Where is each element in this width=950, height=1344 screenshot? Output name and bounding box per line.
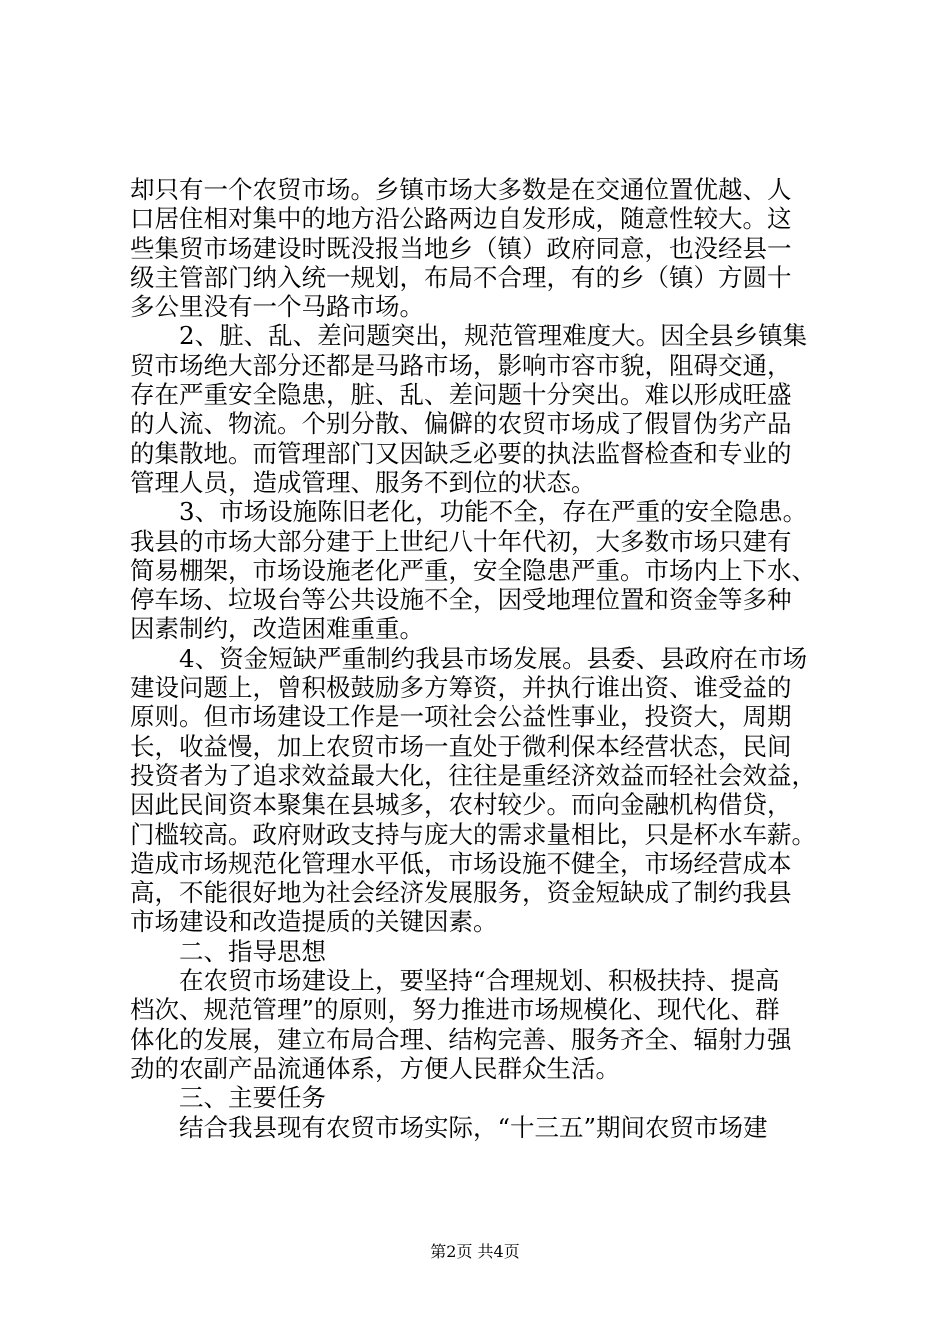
text-line: 投资者为了追求效益最大化，往往是重经济效益而轻社会效益， bbox=[130, 760, 816, 790]
text-line: 停车场、垃圾台等公共设施不全，因受地理位置和资金等多种 bbox=[130, 585, 792, 615]
text-line: 些集贸市场建设时既没报当地乡（镇）政府同意，也没经县一 bbox=[130, 233, 792, 263]
text-line: 2、脏、乱、差问题突出，规范管理难度大。因全县乡镇集 bbox=[130, 321, 808, 351]
text-line: 3、市场设施陈旧老化，功能不全，存在严重的安全隐患。 bbox=[130, 497, 808, 527]
text-line: 因素制约，改造困难重重。 bbox=[130, 614, 424, 644]
text-line: 多公里没有一个马路市场。 bbox=[130, 292, 424, 322]
page-footer: 第2页 共4页 bbox=[430, 1242, 520, 1261]
text-line: 管理人员，造成管理、服务不到位的状态。 bbox=[130, 467, 596, 497]
text-line: 因此民间资本聚集在县城多，农村较少。而向金融机构借贷， bbox=[130, 790, 792, 820]
text-line: 原则。但市场建设工作是一项社会公益性事业，投资大，周期 bbox=[130, 702, 792, 732]
text-line: 三、主要任务 bbox=[130, 1083, 326, 1113]
text-line: 二、指导思想 bbox=[130, 936, 326, 966]
text-line: 档次、规范管理”的原则，努力推进市场规模化、现代化、群 bbox=[130, 995, 780, 1025]
text-line: 口居住相对集中的地方沿公路两边自发形成，随意性较大。这 bbox=[130, 204, 792, 234]
text-line: 4、资金短缺严重制约我县市场发展。县委、县政府在市场 bbox=[130, 643, 808, 673]
text-line: 市场建设和改造提质的关键因素。 bbox=[130, 907, 498, 937]
text-line: 简易棚架，市场设施老化严重，安全隐患严重。市场内上下水、 bbox=[130, 555, 816, 585]
text-line: 门槛较高。政府财政支持与庞大的需求量相比，只是杯水车薪。 bbox=[130, 819, 816, 849]
text-line: 在农贸市场建设上，要坚持“合理规划、积极扶持、提高 bbox=[130, 966, 780, 996]
text-line: 的集散地。而管理部门又因缺乏必要的执法监督检查和专业的 bbox=[130, 438, 792, 468]
text-line: 结合我县现有农贸市场实际，“十三五”期间农贸市场建 bbox=[130, 1112, 768, 1142]
text-line: 体化的发展，建立布局合理、结构完善、服务齐全、辐射力强 bbox=[130, 1024, 792, 1054]
text-line: 建设问题上，曾积极鼓励多方筹资，并执行谁出资、谁受益的 bbox=[130, 673, 792, 703]
text-line: 长，收益慢，加上农贸市场一直处于微利保本经营状态，民间 bbox=[130, 731, 792, 761]
text-line: 贸市场绝大部分还都是马路市场，影响市容市貌，阻碍交通， bbox=[130, 350, 792, 380]
text-line: 我县的市场大部分建于上世纪八十年代初，大多数市场只建有 bbox=[130, 526, 792, 556]
text-line: 的人流、物流。个别分散、偏僻的农贸市场成了假冒伪劣产品 bbox=[130, 409, 792, 439]
text-line: 存在严重安全隐患，脏、乱、差问题十分突出。难以形成旺盛 bbox=[130, 380, 792, 410]
text-line: 高，不能很好地为社会经济发展服务，资金短缺成了制约我县 bbox=[130, 878, 792, 908]
document-body bbox=[130, 175, 830, 1142]
text-line: 级主管部门纳入统一规划，布局不合理，有的乡（镇）方圆十 bbox=[130, 262, 792, 292]
text-line: 造成市场规范化管理水平低，市场设施不健全，市场经营成本 bbox=[130, 848, 792, 878]
text-line: 却只有一个农贸市场。乡镇市场大多数是在交通位置优越、人 bbox=[130, 175, 792, 204]
text-line: 劲的农副产品流通体系，方便人民群众生活。 bbox=[130, 1053, 620, 1083]
